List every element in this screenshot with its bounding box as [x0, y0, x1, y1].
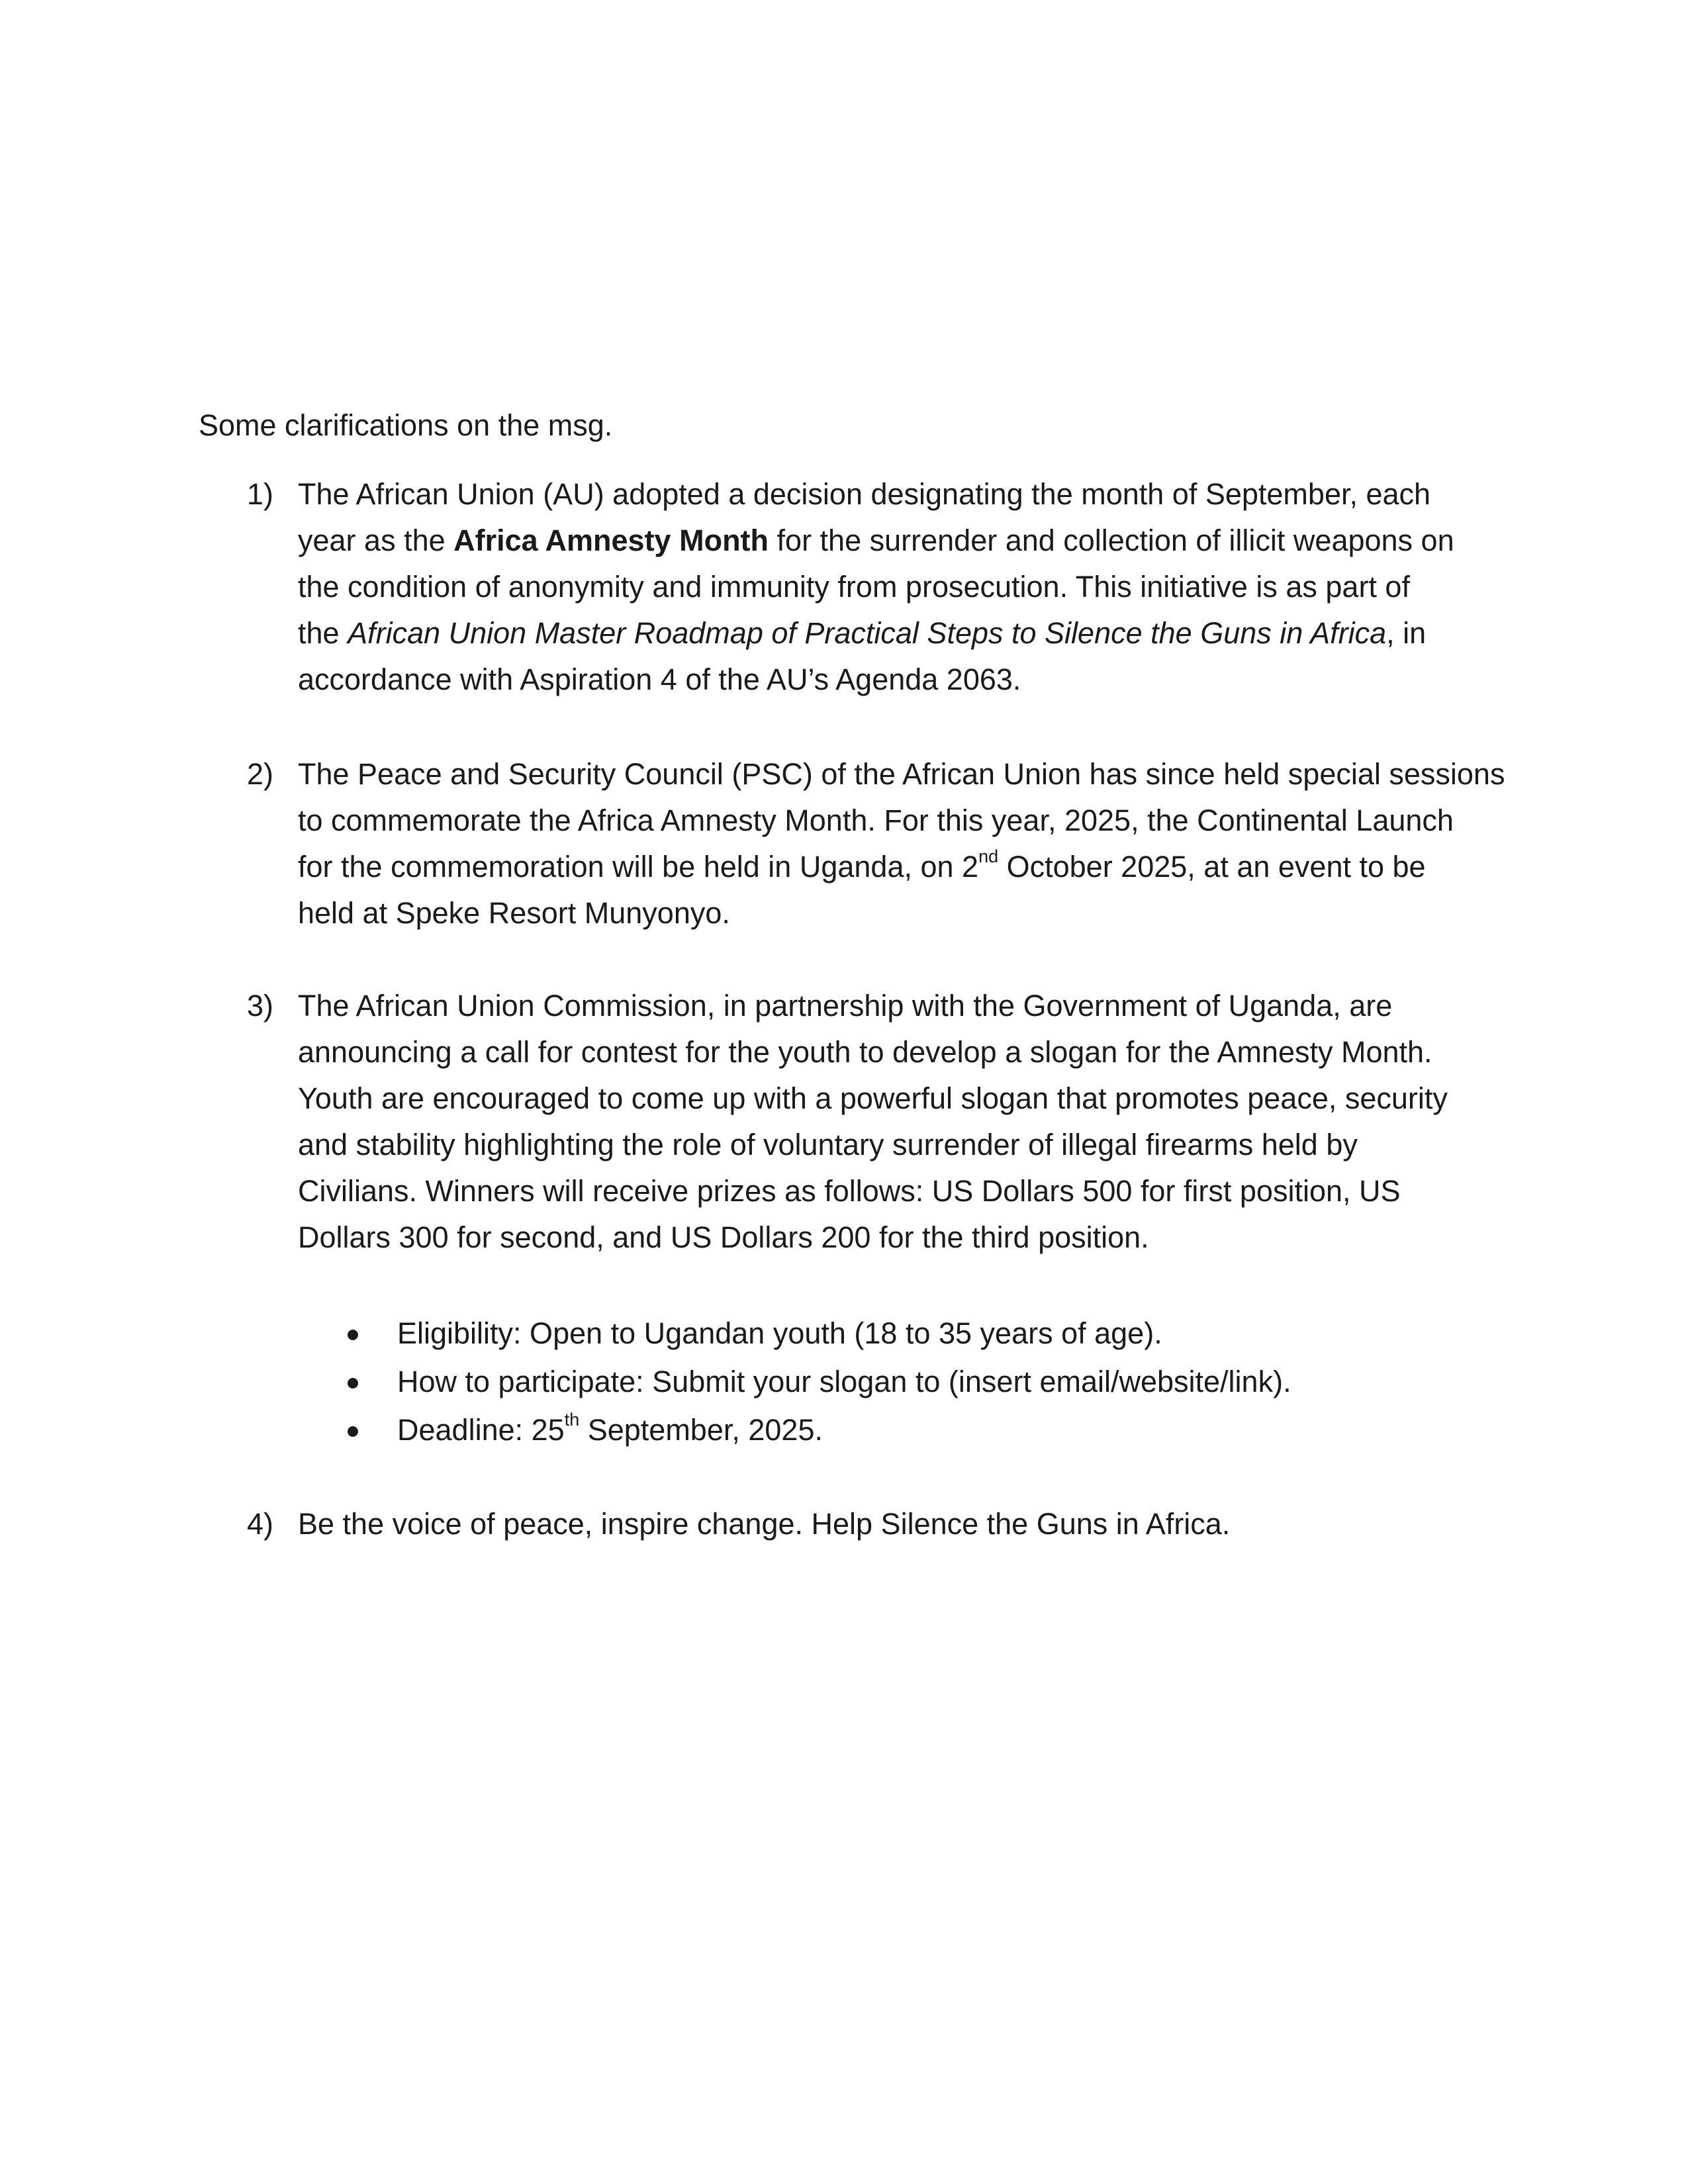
item-body: [298, 1501, 1489, 1547]
text-line: the condition of anonymity and immunity from prosecution. This initiative is as part of: [298, 570, 1410, 604]
list-item: [199, 471, 1496, 703]
text-line: The African Union Commission, in partnership with the Government of Uganda, are: [298, 989, 1393, 1023]
text-line: and stability highlighting the role of voluntary surrender of illegal firearms held by: [298, 1128, 1358, 1161]
text-run: the: [298, 616, 348, 650]
text-run: , in: [1386, 616, 1427, 650]
text-run: year as the: [298, 523, 454, 557]
text-line: Youth are encouraged to come up with a powerful slogan that promotes peace, security: [298, 1081, 1448, 1115]
item-number: 2): [247, 757, 274, 791]
text-line: [298, 610, 1489, 657]
item-body: [298, 471, 1489, 703]
italic-title: African Union Master Roadmap of Practical Steps to Silence the Guns in Africa: [348, 616, 1387, 650]
list-item: [199, 1501, 1496, 1547]
text-line: The African Union (AU) adopted a decision designating the month of September, each: [298, 477, 1431, 511]
bullet-icon: [348, 1378, 358, 1388]
bullet-item: [348, 1406, 1473, 1454]
text-line: The Peace and Security Council (PSC) of the African Union has since held special sessions: [298, 757, 1505, 791]
bold-term: Africa Amnesty Month: [453, 523, 769, 557]
superscript: th: [564, 1410, 580, 1430]
list-item: [199, 983, 1496, 1261]
text-run: for the commemoration will be held in Uganda, on 2: [298, 850, 979, 884]
text-line: Dollars 300 for second, and US Dollars 200 for the third position.: [298, 1220, 1149, 1254]
item-body: [298, 983, 1489, 1261]
bullet-icon: [348, 1426, 358, 1437]
bullet-text: Eligibility: Open to Ugandan youth (18 to 35 years of age).: [397, 1316, 1162, 1350]
text-line: Be the voice of peace, inspire change. Help Silence the Guns in Africa.: [298, 1507, 1231, 1541]
bullet-item: [348, 1309, 1473, 1357]
text-run: September, 2025.: [579, 1413, 823, 1447]
bullet-icon: [348, 1330, 358, 1340]
text-run: October 2025, at an event to be: [998, 850, 1426, 884]
bullet-text: How to participate: Submit your slogan to (insert email/website/link).: [397, 1365, 1291, 1398]
bullet-text: [397, 1410, 823, 1447]
bullet-item: [348, 1357, 1473, 1406]
item-number: 1): [247, 477, 274, 511]
text-line: accordance with Aspiration 4 of the AU’s Agenda 2063.: [298, 662, 1021, 696]
text-run: for the surrender and collection of illicit weapons on: [769, 523, 1454, 557]
item-body: [298, 751, 1505, 936]
item-number: 3): [247, 989, 274, 1023]
text-line: held at Speke Resort Munyonyo.: [298, 896, 730, 930]
text-run: Deadline: 25: [397, 1413, 565, 1447]
text-line: [298, 518, 1489, 564]
text-line: to commemorate the Africa Amnesty Month. For this year, 2025, the Continental Launch: [298, 803, 1454, 837]
text-line: [298, 844, 1489, 890]
intro-text: Some clarifications on the msg.: [199, 408, 613, 442]
bullet-list: [348, 1309, 1473, 1454]
text-line: Civilians. Winners will receive prizes as follows: US Dollars 500 for first position, US: [298, 1174, 1401, 1208]
list-item: [199, 751, 1505, 936]
superscript: nd: [978, 846, 999, 866]
item-number: 4): [247, 1507, 274, 1541]
text-line: announcing a call for contest for the youth to develop a slogan for the Amnesty Month.: [298, 1035, 1432, 1069]
